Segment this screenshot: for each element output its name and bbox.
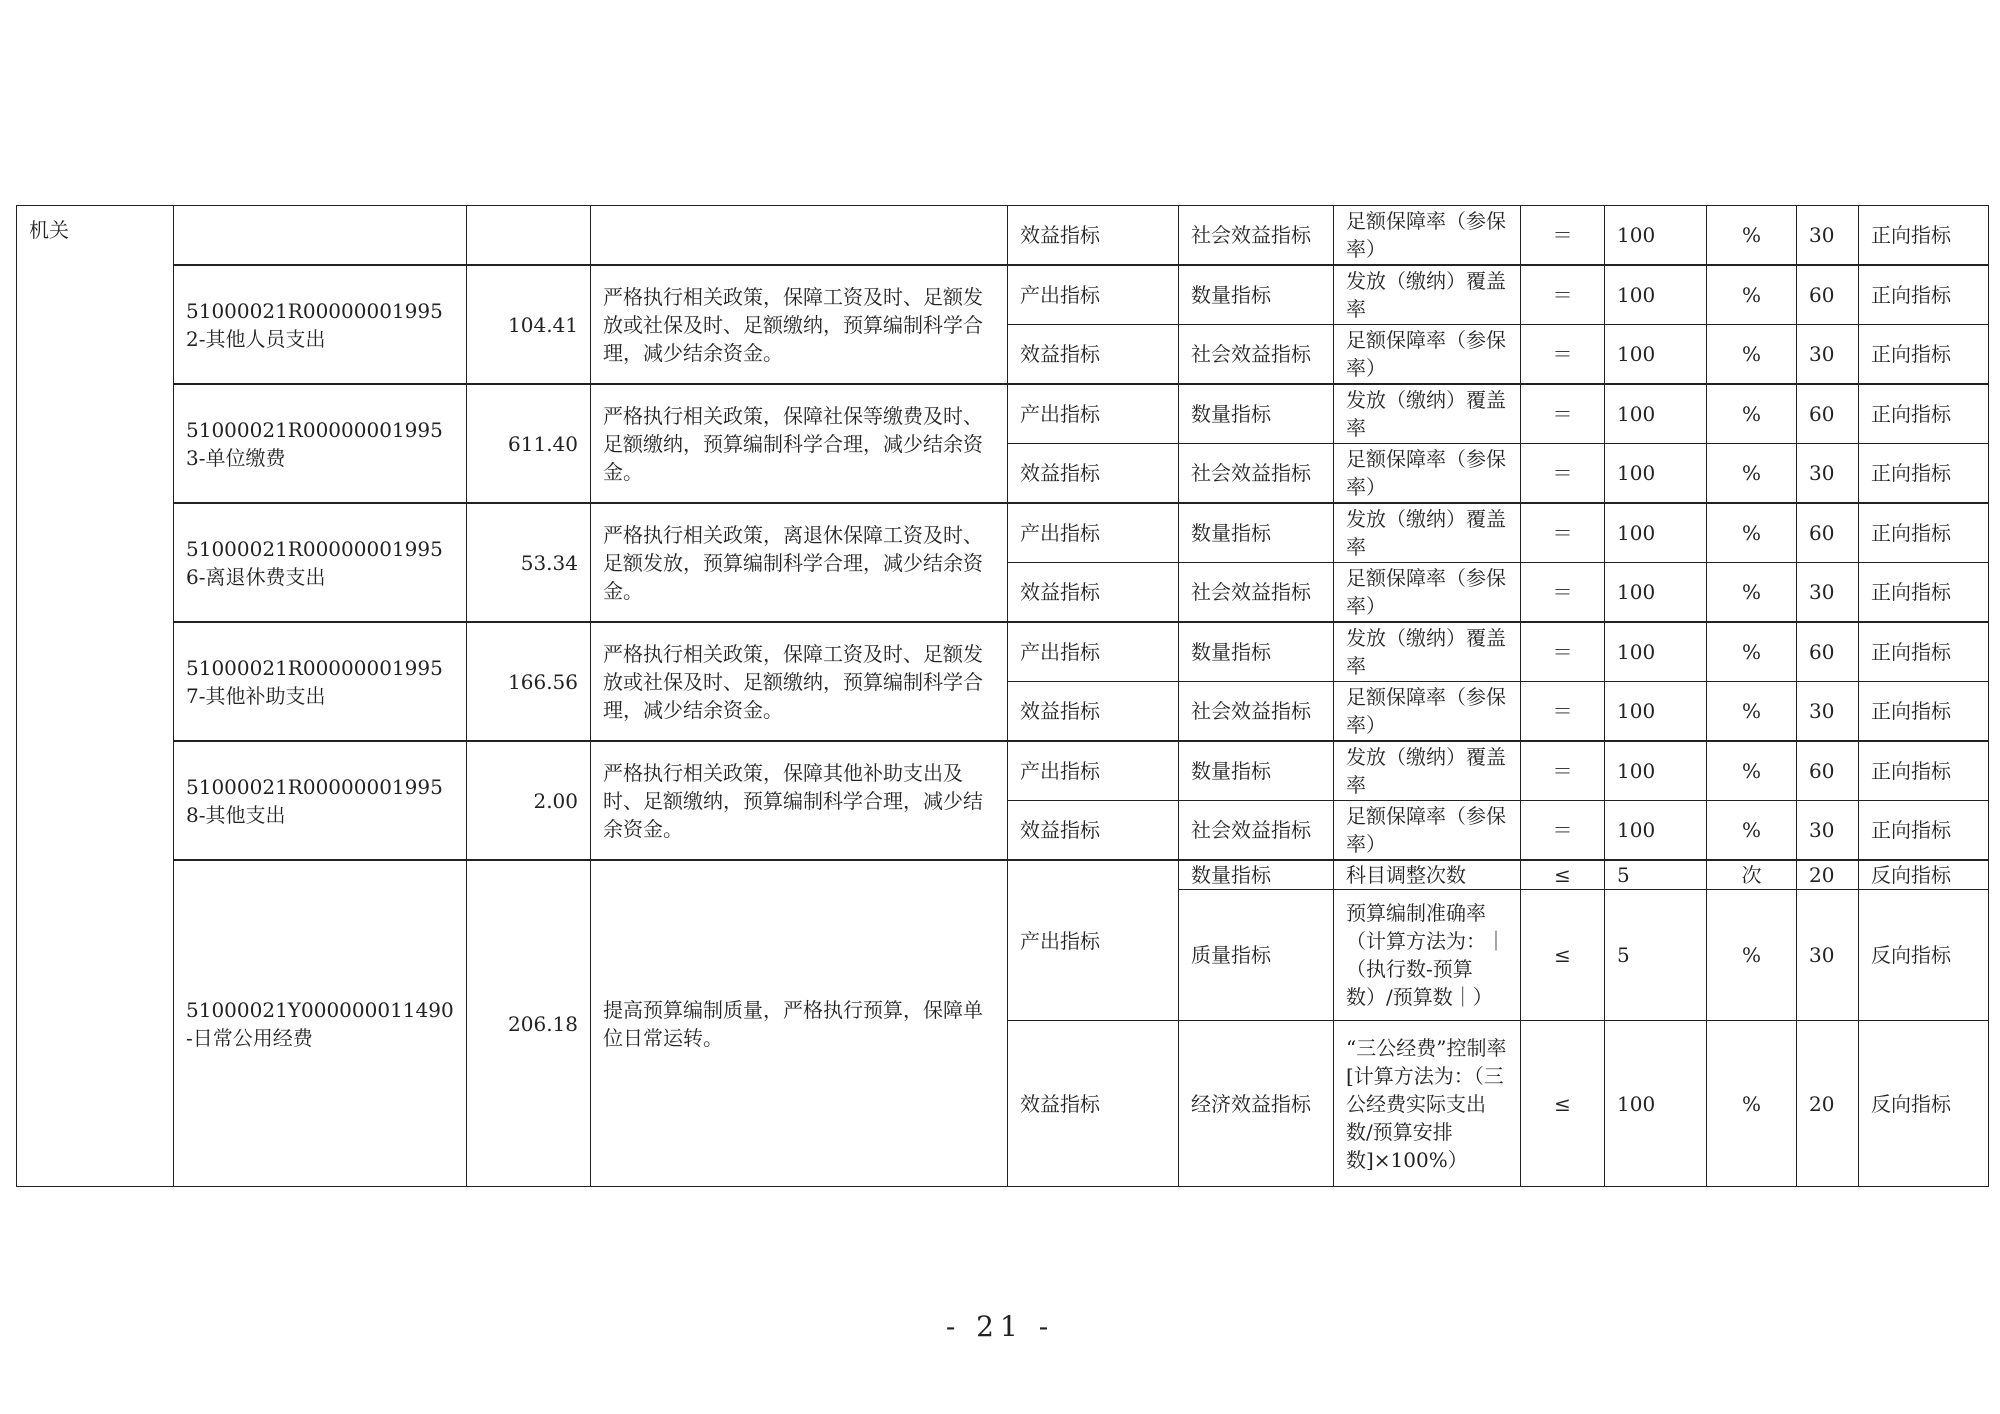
target-value-cell: 100: [1605, 503, 1707, 563]
target-value-cell: 100: [1605, 265, 1707, 325]
direction-cell: 正向指标: [1859, 682, 1989, 742]
weight-cell: 60: [1797, 741, 1859, 801]
indicator-level2-cell: 经济效益指标: [1179, 1021, 1334, 1187]
indicator-level2-cell: 社会效益指标: [1179, 563, 1334, 623]
unit-cell: %: [1707, 444, 1797, 504]
indicator-name-cell: 足额保障率（参保率）: [1334, 206, 1521, 266]
indicator-level1-cell: 效益指标: [1008, 682, 1179, 742]
unit-cell: %: [1707, 741, 1797, 801]
weight-cell: 30: [1797, 325, 1859, 385]
page-number: - 21 -: [945, 1310, 1055, 1343]
indicator-level1-cell: 效益指标: [1008, 801, 1179, 861]
table-row: [17, 384, 1989, 444]
operator-cell: ＝: [1521, 206, 1605, 266]
project-name-cell: 51000021R000000019952-其他人员支出: [174, 265, 467, 384]
weight-cell: 20: [1797, 1021, 1859, 1187]
operator-cell: ＝: [1521, 384, 1605, 444]
indicator-level2-cell: 社会效益指标: [1179, 801, 1334, 861]
target-value-cell: 100: [1605, 563, 1707, 623]
operator-cell: ＝: [1521, 503, 1605, 563]
indicator-level2-cell: 社会效益指标: [1179, 682, 1334, 742]
goal-cell: 严格执行相关政策，保障工资及时、足额发放或社保及时、足额缴纳，预算编制科学合理，减少结余资金。: [591, 622, 1008, 741]
direction-cell: 正向指标: [1859, 741, 1989, 801]
target-value-cell: 100: [1605, 801, 1707, 861]
indicator-level2-cell: 社会效益指标: [1179, 444, 1334, 504]
indicator-level2-cell: 数量指标: [1179, 265, 1334, 325]
operator-cell: ＝: [1521, 265, 1605, 325]
indicator-name-cell: 发放（缴纳）覆盖率: [1334, 741, 1521, 801]
target-value-cell: 100: [1605, 741, 1707, 801]
indicator-level1-cell: 产出指标: [1008, 741, 1179, 801]
unit-cell: %: [1707, 206, 1797, 266]
indicator-name-cell: “三公经费”控制率[计算方法为：（三公经费实际支出数/预算安排数]×100%）: [1334, 1021, 1521, 1187]
unit-cell: %: [1707, 503, 1797, 563]
indicator-level1-cell: 效益指标: [1008, 325, 1179, 385]
operator-cell: ＝: [1521, 622, 1605, 682]
indicator-level1-cell: 效益指标: [1008, 563, 1179, 623]
operator-cell: ≤: [1521, 890, 1605, 1021]
goal-cell: 严格执行相关政策，保障其他补助支出及时、足额缴纳，预算编制科学合理，减少结余资金。: [591, 741, 1008, 860]
direction-cell: 反向指标: [1859, 890, 1989, 1021]
target-value-cell: 100: [1605, 444, 1707, 504]
weight-cell: 60: [1797, 384, 1859, 444]
indicator-name-cell: 足额保障率（参保率）: [1334, 325, 1521, 385]
project-name-cell: [174, 206, 467, 266]
target-value-cell: 100: [1605, 384, 1707, 444]
goal-cell: 严格执行相关政策，保障工资及时、足额发放或社保及时、足额缴纳，预算编制科学合理，减少结余资金。: [591, 265, 1008, 384]
amount-cell: 2.00: [467, 741, 591, 860]
direction-cell: 正向指标: [1859, 563, 1989, 623]
weight-cell: 30: [1797, 206, 1859, 266]
indicator-level2-cell: 数量指标: [1179, 503, 1334, 563]
target-value-cell: 100: [1605, 622, 1707, 682]
unit-cell: %: [1707, 265, 1797, 325]
goal-cell: [591, 206, 1008, 266]
unit-cell: %: [1707, 622, 1797, 682]
weight-cell: 20: [1797, 860, 1859, 890]
direction-cell: 正向指标: [1859, 503, 1989, 563]
indicator-level2-cell: 数量指标: [1179, 860, 1334, 890]
indicator-level1-cell: 产出指标: [1008, 860, 1179, 1021]
amount-cell: 104.41: [467, 265, 591, 384]
goal-cell: 严格执行相关政策，保障社保等缴费及时、足额缴纳，预算编制科学合理，减少结余资金。: [591, 384, 1008, 503]
table-row: [17, 503, 1989, 563]
unit-cell: %: [1707, 563, 1797, 623]
amount-cell: [467, 206, 591, 266]
indicator-name-cell: 足额保障率（参保率）: [1334, 682, 1521, 742]
table-row: [17, 206, 1989, 266]
indicator-level2-cell: 数量指标: [1179, 741, 1334, 801]
indicator-level2-cell: 社会效益指标: [1179, 206, 1334, 266]
goal-cell: 严格执行相关政策，离退休保障工资及时、足额发放，预算编制科学合理，减少结余资金。: [591, 503, 1008, 622]
operator-cell: ＝: [1521, 682, 1605, 742]
target-value-cell: 5: [1605, 860, 1707, 890]
direction-cell: 正向指标: [1859, 622, 1989, 682]
indicator-level1-cell: 效益指标: [1008, 1021, 1179, 1187]
indicator-level1-cell: 效益指标: [1008, 206, 1179, 266]
indicator-name-cell: 足额保障率（参保率）: [1334, 444, 1521, 504]
direction-cell: 反向指标: [1859, 860, 1989, 890]
unit-cell: %: [1707, 890, 1797, 1021]
performance-target-table: [16, 205, 1989, 1187]
table-row: [17, 741, 1989, 801]
weight-cell: 30: [1797, 563, 1859, 623]
table-row: [17, 860, 1989, 890]
weight-cell: 30: [1797, 801, 1859, 861]
goal-cell: 提高预算编制质量，严格执行预算，保障单位日常运转。: [591, 860, 1008, 1187]
indicator-name-cell: 足额保障率（参保率）: [1334, 801, 1521, 861]
weight-cell: 60: [1797, 622, 1859, 682]
indicator-name-cell: 足额保障率（参保率）: [1334, 563, 1521, 623]
direction-cell: 正向指标: [1859, 384, 1989, 444]
indicator-level1-cell: 产出指标: [1008, 622, 1179, 682]
indicator-name-cell: 发放（缴纳）覆盖率: [1334, 503, 1521, 563]
amount-cell: 53.34: [467, 503, 591, 622]
operator-cell: ＝: [1521, 325, 1605, 385]
amount-cell: 166.56: [467, 622, 591, 741]
operator-cell: ＝: [1521, 444, 1605, 504]
indicator-name-cell: 预算编制准确率（计算方法为：｜（执行数-预算数）/预算数｜）: [1334, 890, 1521, 1021]
direction-cell: 正向指标: [1859, 444, 1989, 504]
direction-cell: 正向指标: [1859, 325, 1989, 385]
target-value-cell: 100: [1605, 1021, 1707, 1187]
indicator-level2-cell: 社会效益指标: [1179, 325, 1334, 385]
weight-cell: 60: [1797, 265, 1859, 325]
indicator-level2-cell: 数量指标: [1179, 622, 1334, 682]
unit-cell: %: [1707, 384, 1797, 444]
indicator-name-cell: 科目调整次数: [1334, 860, 1521, 890]
table-row: [17, 622, 1989, 682]
project-name-cell: 51000021R000000019957-其他补助支出: [174, 622, 467, 741]
operator-cell: ＝: [1521, 563, 1605, 623]
operator-cell: ＝: [1521, 801, 1605, 861]
indicator-name-cell: 发放（缴纳）覆盖率: [1334, 265, 1521, 325]
direction-cell: 正向指标: [1859, 206, 1989, 266]
project-name-cell: 51000021R000000019956-离退休费支出: [174, 503, 467, 622]
operator-cell: ≤: [1521, 1021, 1605, 1187]
target-value-cell: 100: [1605, 206, 1707, 266]
project-name-cell: 51000021R000000019958-其他支出: [174, 741, 467, 860]
indicator-level1-cell: 产出指标: [1008, 503, 1179, 563]
project-name-cell: 51000021Y000000011490-日常公用经费: [174, 860, 467, 1187]
direction-cell: 正向指标: [1859, 801, 1989, 861]
target-value-cell: 100: [1605, 682, 1707, 742]
unit-cell: %: [1707, 1021, 1797, 1187]
indicator-level2-cell: 质量指标: [1179, 890, 1334, 1021]
unit-cell: %: [1707, 325, 1797, 385]
amount-cell: 611.40: [467, 384, 591, 503]
indicator-level1-cell: 产出指标: [1008, 384, 1179, 444]
direction-cell: 正向指标: [1859, 265, 1989, 325]
weight-cell: 30: [1797, 890, 1859, 1021]
indicator-level1-cell: 产出指标: [1008, 265, 1179, 325]
amount-cell: 206.18: [467, 860, 591, 1187]
unit-name-cell: 机关: [17, 206, 174, 1187]
weight-cell: 60: [1797, 503, 1859, 563]
unit-cell: %: [1707, 682, 1797, 742]
target-value-cell: 5: [1605, 890, 1707, 1021]
weight-cell: 30: [1797, 444, 1859, 504]
table-row: [17, 265, 1989, 325]
indicator-level2-cell: 数量指标: [1179, 384, 1334, 444]
project-name-cell: 51000021R000000019953-单位缴费: [174, 384, 467, 503]
unit-cell: %: [1707, 801, 1797, 861]
operator-cell: ≤: [1521, 860, 1605, 890]
target-value-cell: 100: [1605, 325, 1707, 385]
weight-cell: 30: [1797, 682, 1859, 742]
indicator-name-cell: 发放（缴纳）覆盖率: [1334, 622, 1521, 682]
indicator-name-cell: 发放（缴纳）覆盖率: [1334, 384, 1521, 444]
operator-cell: ＝: [1521, 741, 1605, 801]
indicator-level1-cell: 效益指标: [1008, 444, 1179, 504]
unit-cell: 次: [1707, 860, 1797, 890]
direction-cell: 反向指标: [1859, 1021, 1989, 1187]
